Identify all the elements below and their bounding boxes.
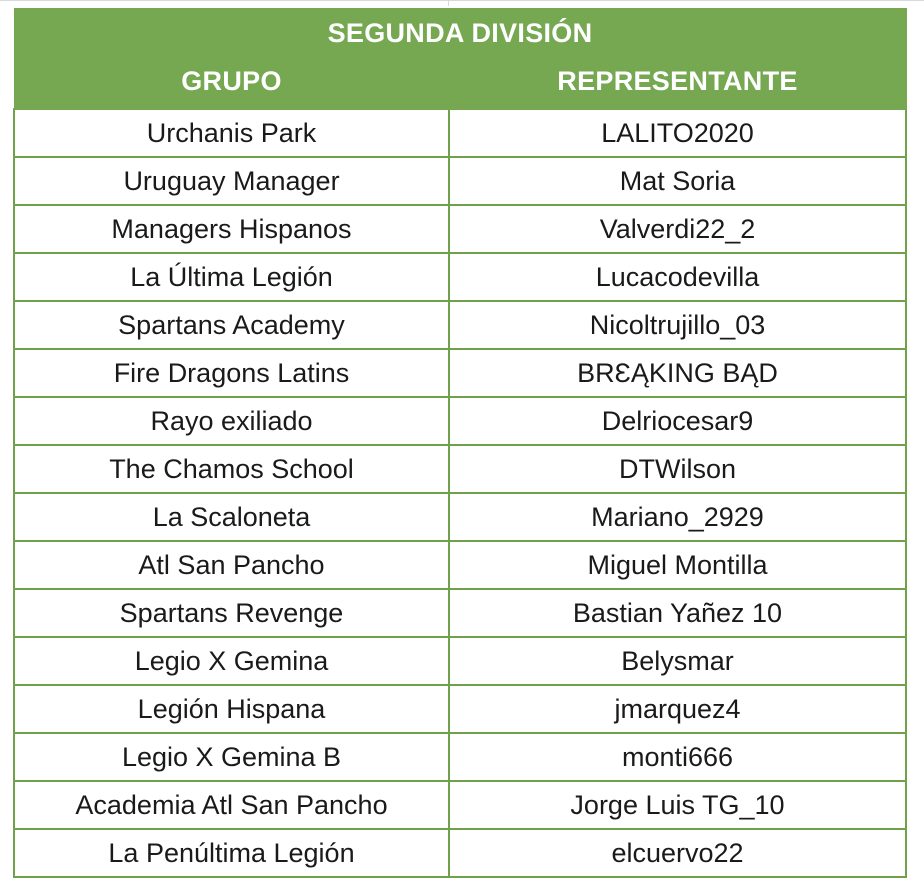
representative-cell[interactable]: LALITO2020 [449,109,906,157]
representative-cell[interactable]: monti666 [449,733,906,781]
group-cell[interactable]: La Última Legión [14,253,449,301]
table-row [14,109,906,157]
sheet-gridline-column [448,0,449,6]
table-row [14,445,906,493]
table-row [14,541,906,589]
group-cell[interactable]: Managers Hispanos [14,205,449,253]
representative-cell[interactable]: jmarquez4 [449,685,906,733]
representative-cell[interactable]: Valverdi22_2 [449,205,906,253]
table-row [14,253,906,301]
representative-cell[interactable]: BRƐĄKING BĄD [449,349,906,397]
representative-cell[interactable]: Delriocesar9 [449,397,906,445]
group-cell[interactable]: Fire Dragons Latins [14,349,449,397]
table-row [14,781,906,829]
representative-cell[interactable]: elcuervo22 [449,829,906,877]
representative-cell[interactable]: Mariano_2929 [449,493,906,541]
table-row [14,493,906,541]
representative-cell[interactable]: Mat Soria [449,157,906,205]
column-header-representative[interactable]: REPRESENTANTE [449,58,906,110]
table-row [14,685,906,733]
table-row [14,829,906,877]
group-cell[interactable]: La Penúltima Legión [14,829,449,877]
group-cell[interactable]: Uruguay Manager [14,157,449,205]
header-row [14,58,906,110]
group-cell[interactable]: Urchanis Park [14,109,449,157]
group-cell[interactable]: Legión Hispana [14,685,449,733]
representative-cell[interactable]: Lucacodevilla [449,253,906,301]
column-header-group[interactable]: GRUPO [14,58,449,110]
group-cell[interactable]: Atl San Pancho [14,541,449,589]
group-cell[interactable]: Academia Atl San Pancho [14,781,449,829]
group-cell[interactable]: Spartans Academy [14,301,449,349]
table-row [14,301,906,349]
representative-cell[interactable]: Belysmar [449,637,906,685]
table-body [14,109,906,877]
representative-cell[interactable]: Miguel Montilla [449,541,906,589]
table-row [14,349,906,397]
title-row [14,9,906,58]
table-row [14,589,906,637]
representative-cell[interactable]: Jorge Luis TG_10 [449,781,906,829]
table-row [14,397,906,445]
division-table [13,8,907,878]
table-row [14,205,906,253]
group-cell[interactable]: La Scaloneta [14,493,449,541]
representative-cell[interactable]: Nicoltrujillo_03 [449,301,906,349]
sheet-gridline [0,0,924,1]
group-cell[interactable]: Legio X Gemina [14,637,449,685]
table-row [14,157,906,205]
representative-cell[interactable]: DTWilson [449,445,906,493]
table-row [14,733,906,781]
group-cell[interactable]: Spartans Revenge [14,589,449,637]
table-title[interactable]: SEGUNDA DIVISIÓN [14,9,906,58]
table-row [14,637,906,685]
group-cell[interactable]: Rayo exiliado [14,397,449,445]
group-cell[interactable]: The Chamos School [14,445,449,493]
representative-cell[interactable]: Bastian Yañez 10 [449,589,906,637]
group-cell[interactable]: Legio X Gemina B [14,733,449,781]
